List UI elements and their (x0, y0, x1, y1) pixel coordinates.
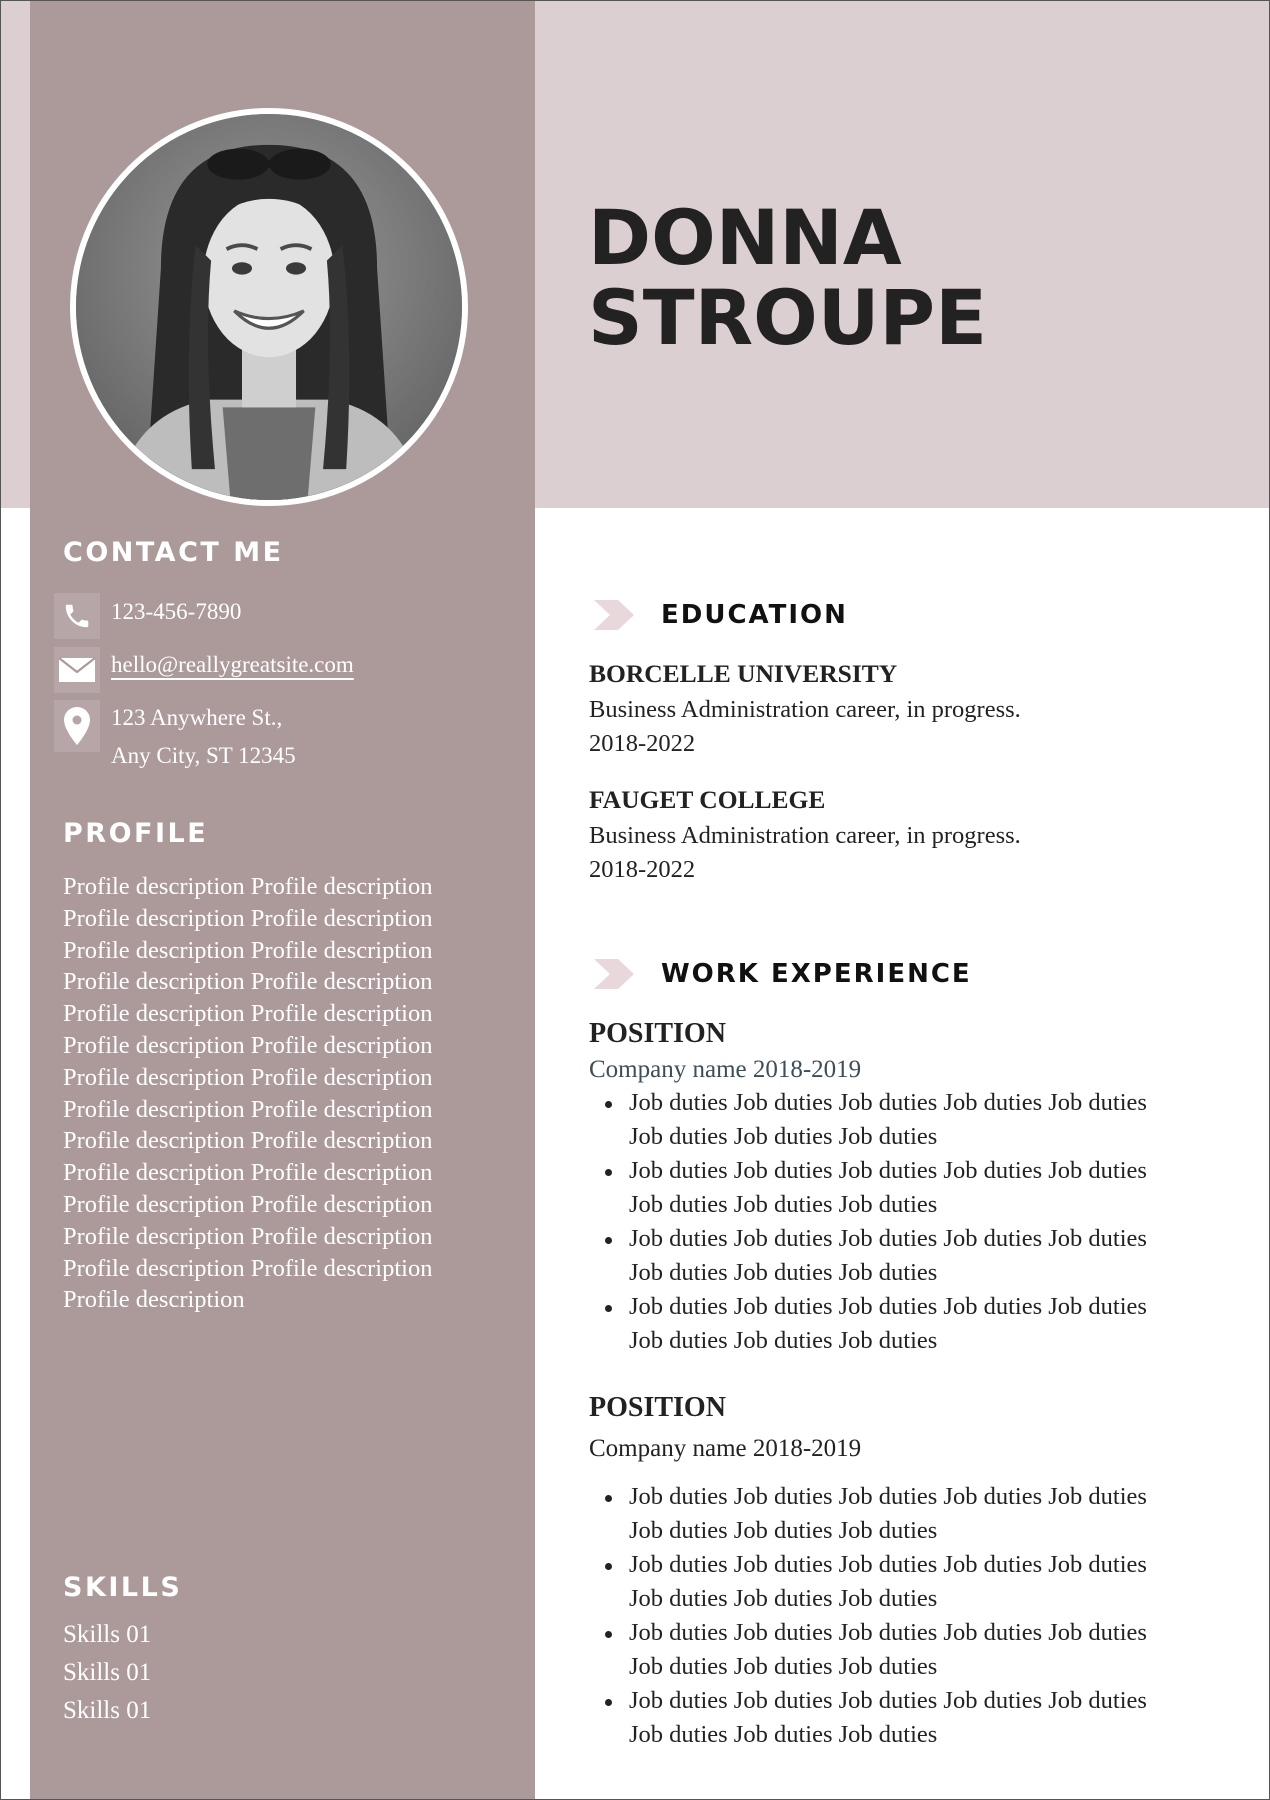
profile-photo (70, 108, 468, 506)
job-duty-item: Job duties Job duties Job duties Job duties Job duties Job duties Job duties Job duties (629, 1616, 1184, 1684)
skills-list (63, 1616, 151, 1730)
profile-description: Profile description Profile description Profile description Profile description Profile description Profile description Profile description Profile description Profile description Profile description Profile description Profile description Profile description Profile description Profile description Profile description Profile description Profile description Profile description Profile description Profile description Profile description Profile description Profile description Profile description Profile description Profile description (63, 873, 433, 1314)
job-duty-item: Job duties Job duties Job duties Job duties Job duties Job duties Job duties Job duties (629, 1290, 1184, 1358)
education-years: 2018-2022 (589, 856, 696, 883)
job-duty-item: Job duties Job duties Job duties Job duties Job duties Job duties Job duties Job duties (629, 1222, 1184, 1290)
education-heading: EDUCATION (661, 600, 848, 630)
position-title: POSITION (589, 1018, 726, 1049)
contact-heading: CONTACT ME (63, 537, 284, 568)
location-pin-icon (54, 700, 100, 752)
job-duty-item: Job duties Job duties Job duties Job duties Job duties Job duties Job duties Job duties (629, 1480, 1184, 1548)
job-duties-list (629, 1480, 1184, 1752)
education-years: 2018-2022 (589, 730, 696, 757)
education-school: FAUGET COLLEGE (589, 785, 826, 814)
skill-item: Skills 01 (63, 1659, 152, 1686)
education-detail: Business Administration career, in progress. (589, 822, 1021, 849)
work-experience-heading: WORK EXPERIENCE (661, 959, 972, 989)
company-name: Company name 2018-2019 (589, 1435, 862, 1462)
job-duty-item: Job duties Job duties Job duties Job duties Job duties Job duties Job duties Job duties (629, 1086, 1184, 1154)
full-name (588, 193, 988, 362)
job-duty-item: Job duties Job duties Job duties Job duties Job duties Job duties Job duties Job duties (629, 1154, 1184, 1222)
job-duties-list (629, 1086, 1184, 1358)
education-detail: Business Administration career, in progress. (589, 696, 1021, 723)
profile-heading: PROFILE (63, 818, 209, 849)
portrait-image (76, 114, 462, 500)
skills-heading: SKILLS (63, 1572, 183, 1603)
skill-item: Skills 01 (63, 1697, 152, 1724)
first-name: DONNA (588, 193, 902, 282)
chevron-arrow-icon (592, 957, 636, 991)
education-school: BORCELLE UNIVERSITY (589, 659, 898, 688)
address-line-1: 123 Anywhere St., (111, 705, 283, 730)
envelope-icon (54, 647, 100, 693)
chevron-arrow-icon (592, 598, 636, 632)
address-line-2: Any City, ST 12345 (111, 743, 296, 768)
skill-item: Skills 01 (63, 1621, 152, 1648)
phone-number: 123-456-7890 (111, 599, 242, 624)
last-name: STROUPE (588, 273, 988, 362)
phone-icon (54, 593, 100, 639)
company-name: Company name 2018-2019 (589, 1056, 862, 1083)
email-link[interactable]: hello@reallygreatsite.com (111, 652, 354, 677)
position-title: POSITION (589, 1392, 726, 1423)
job-duty-item: Job duties Job duties Job duties Job duties Job duties Job duties Job duties Job duties (629, 1548, 1184, 1616)
job-duty-item: Job duties Job duties Job duties Job duties Job duties Job duties Job duties Job duties (629, 1684, 1184, 1752)
